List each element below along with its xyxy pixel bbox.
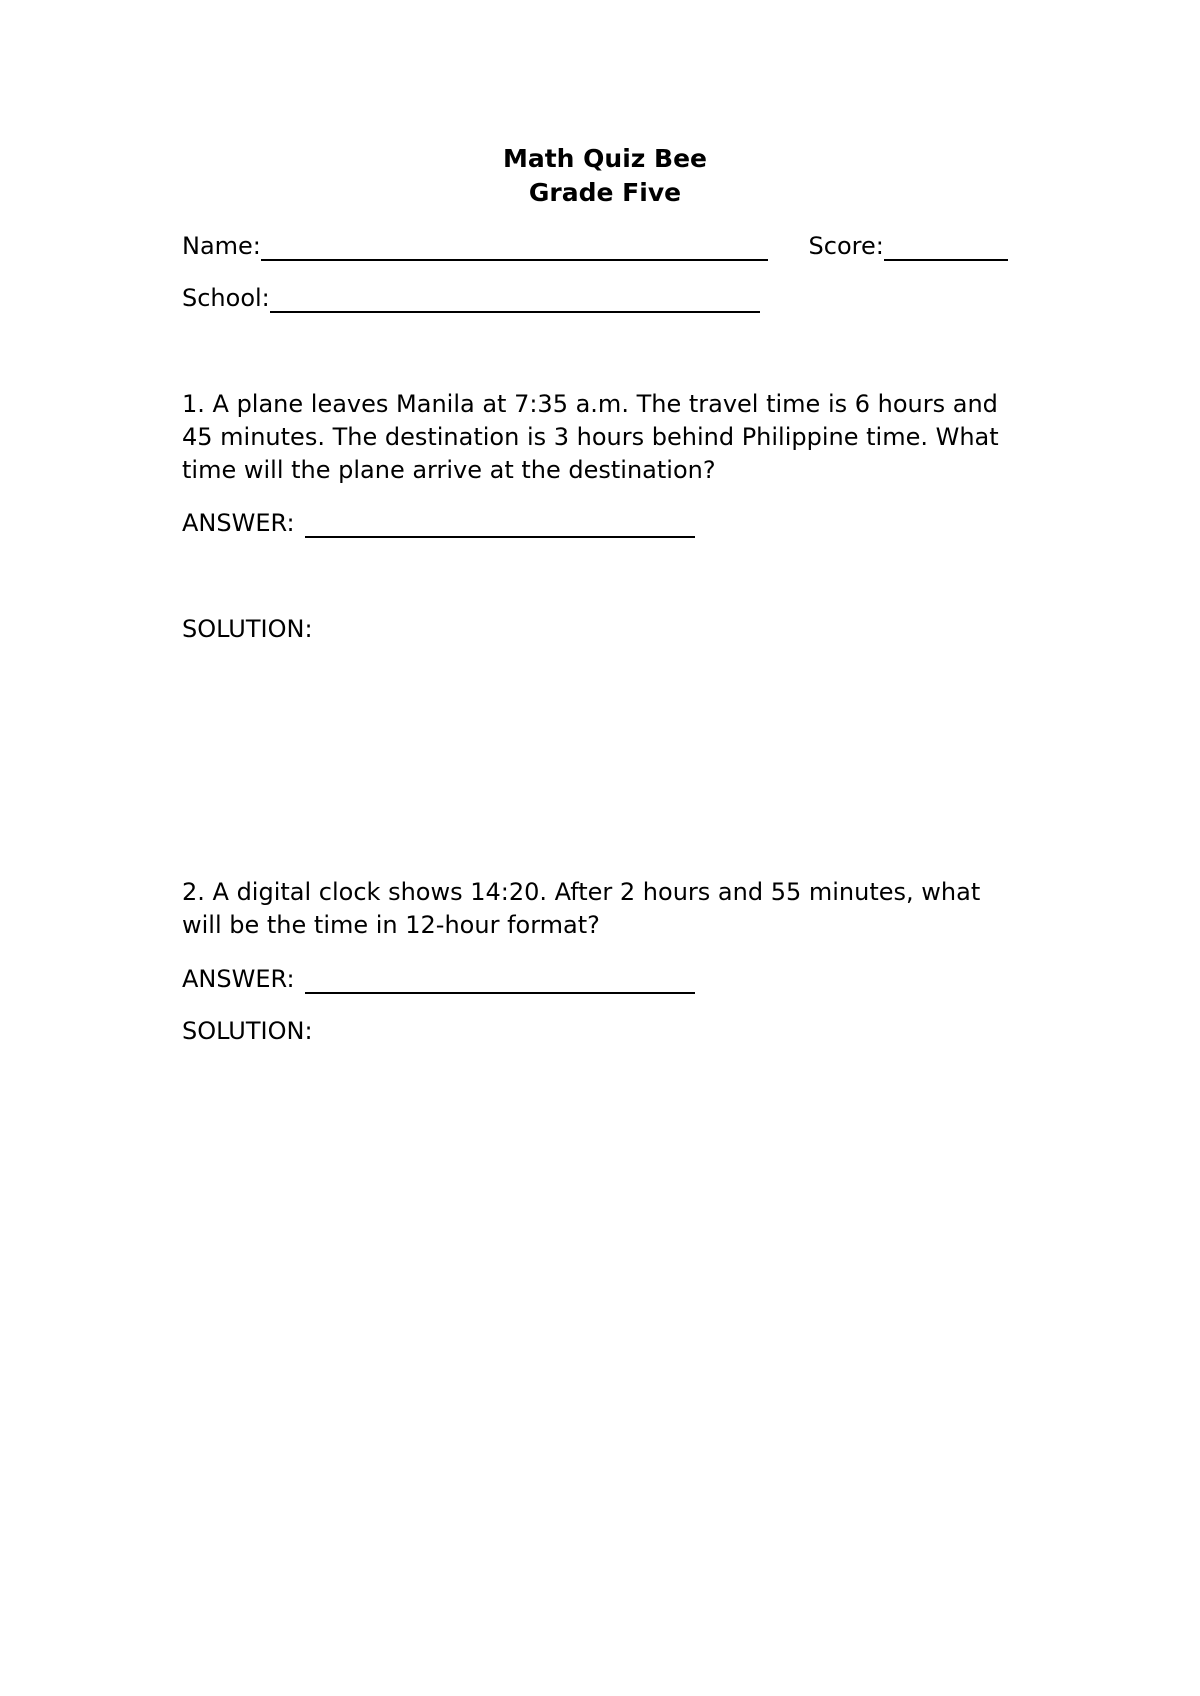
- school-row: [182, 283, 760, 313]
- question-1-solution-label: SOLUTION:: [182, 615, 313, 643]
- question-1-answer-row: [182, 508, 695, 538]
- score-blank[interactable]: [884, 233, 1008, 261]
- score-label: Score:: [808, 232, 884, 260]
- question-2-answer-row: [182, 964, 695, 994]
- score-group: [809, 231, 1008, 261]
- question-2-text: 2. A digital clock shows 14:20. After 2 hours and 55 minutes, what will be the time in 12-hour format?: [182, 878, 981, 939]
- question-2-answer-blank[interactable]: [305, 966, 695, 994]
- name-score-row: [182, 231, 1008, 261]
- page-title: Math Quiz Bee: [502, 144, 708, 173]
- name-blank[interactable]: [261, 233, 768, 261]
- question-1-answer-label: ANSWER:: [182, 509, 295, 537]
- question-2-solution-label: SOLUTION:: [182, 1017, 313, 1045]
- page-subtitle: Grade Five: [528, 178, 682, 207]
- name-label: Name:: [182, 232, 261, 260]
- school-blank[interactable]: [270, 285, 760, 313]
- question-1-text: 1. A plane leaves Manila at 7:35 a.m. The travel time is 6 hours and 45 minutes. The destination is 3 hours behind Philippine time. What time will the plane arrive at the destination?: [182, 390, 999, 484]
- question-1-answer-blank[interactable]: [305, 510, 695, 538]
- question-2-answer-label: ANSWER:: [182, 965, 295, 993]
- school-label: School:: [182, 284, 270, 312]
- quiz-header: [0, 142, 1200, 210]
